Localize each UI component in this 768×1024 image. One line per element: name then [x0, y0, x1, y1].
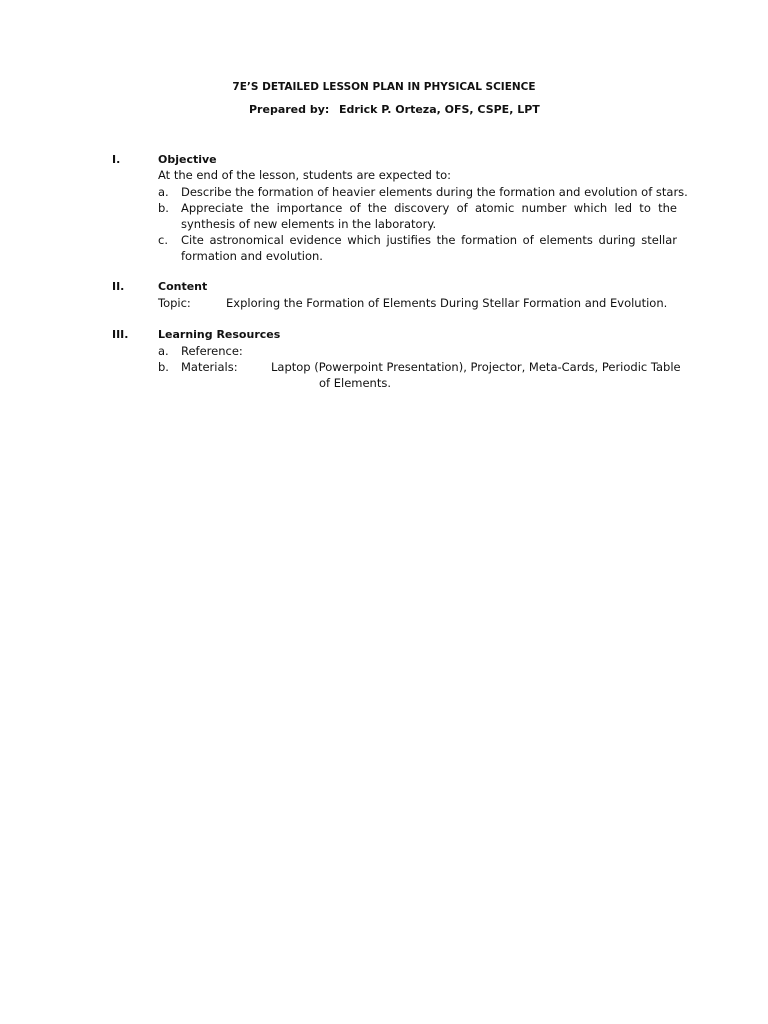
list-item-text: Describe the formation of heavier elements during the formation and evolution of stars. [181, 185, 688, 199]
list-item-label: c. [158, 233, 168, 247]
document-title: 7E’S DETAILED LESSON PLAN IN PHYSICAL SCIENCE [232, 81, 536, 93]
section-numeral: III. [112, 328, 129, 341]
list-item-label: b. [158, 201, 169, 215]
list-item-text: Appreciate the importance of the discovery of atomic number which led to the synthesis of new elements in the laboratory. [181, 201, 677, 231]
materials-text-continued: of Elements. [319, 376, 391, 390]
list-item-label: a. [158, 185, 169, 199]
prepared-by-label: Prepared by: [249, 103, 330, 116]
prepared-by [249, 102, 540, 118]
reference-label: Reference: [181, 344, 243, 358]
materials-text: Laptop (Powerpoint Presentation), Projector, Meta-Cards, Periodic Table [271, 360, 681, 374]
materials-label: Materials: [181, 360, 238, 374]
list-item-text: Cite astronomical evidence which justifies the formation of elements during stellar formation and evolution. [181, 233, 677, 263]
section-numeral: I. [112, 153, 121, 166]
section-heading: Learning Resources [158, 328, 281, 341]
topic-text: Exploring the Formation of Elements During Stellar Formation and Evolution. [226, 296, 668, 310]
topic-label: Topic: [158, 296, 191, 310]
list-item-label: a. [158, 344, 169, 358]
section-heading: Objective [158, 153, 217, 166]
author-name: Edrick P. Orteza, OFS, CSPE, LPT [339, 103, 540, 116]
section-numeral: II. [112, 280, 125, 293]
section-heading: Content [158, 280, 208, 293]
list-item-label: b. [158, 360, 169, 374]
objective-intro: At the end of the lesson, students are expected to: [158, 168, 452, 182]
